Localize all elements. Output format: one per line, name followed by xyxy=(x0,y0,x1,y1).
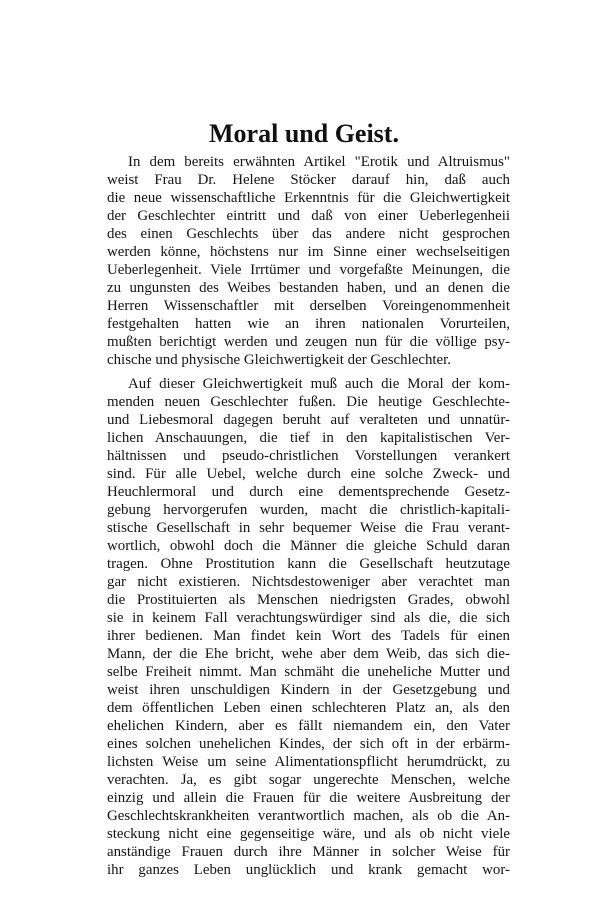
text-line: und Liebesmoral dagegen beruht auf veralteten und unnatür- xyxy=(107,412,510,428)
chapter-title: Moral und Geist. xyxy=(209,119,399,148)
text-line: ehelichen Kindern, aber es fällt niemandem ein, den Vater xyxy=(107,718,510,734)
text-line: selbe Freiheit nimmt. Man schmäht die uneheliche Mutter und xyxy=(107,664,510,680)
text-line: die neue wissenschaftliche Erkenntnis für die Gleichwertigkeit xyxy=(107,190,510,206)
text-line: Heuchlermoral und durch eine dementsprechende Gesetz- xyxy=(107,484,510,500)
text-line: Ueberlegenheit. Viele Irrtümer und vorgefaßte Meinungen, die xyxy=(107,262,510,278)
text-line: wortlich, obwohl doch die Männer die gleiche Schuld daran xyxy=(107,538,510,554)
text-line: Herren Wissenschaftler mit derselben Voreingenommenheit xyxy=(107,298,510,314)
text-line: der Geschlechter eintritt und daß von einer Ueberlegenheii xyxy=(107,208,510,224)
text-line: chische und physische Gleichwertigkeit der Geschlechter. xyxy=(107,352,452,368)
text-line: menden neuen Geschlechter fußen. Die heutige Geschlechte- xyxy=(107,394,510,410)
text-line: des einen Geschlechts über das andere nicht gesprochen xyxy=(107,226,510,242)
text-line: hältnissen und pseudo-christlichen Vorstellungen verankert xyxy=(107,448,510,464)
text-line: In dem bereits erwähnten Artikel "Erotik und Altruismus" xyxy=(128,154,510,170)
text-line: steckung nicht eine gegenseitige wäre, und als ob nicht viele xyxy=(107,826,510,842)
text-line: stische Gesellschaft in sehr bequemer Weise die Frau verant- xyxy=(107,520,510,536)
text-line: eines solchen unehelichen Kindes, der sich oft in der erbärm- xyxy=(107,736,510,752)
text-line: einzig und allein die Frauen für die weitere Ausbreitung der xyxy=(107,790,510,806)
text-line: weist ihren unschuldigen Kindern in der Gesetzgebung und xyxy=(107,682,510,698)
text-line: zu ungunsten des Weibes bestanden haben, und an denen die xyxy=(107,280,510,296)
text-line: gar nicht existieren. Nichtsdestoweniger aber verachtet man xyxy=(107,574,510,590)
text-line: lichsten Weise um seine Alimentationspflicht herumdrückt, zu xyxy=(107,754,510,770)
text-line: sie in keinem Fall verachtungswürdiger sind als die, die sich xyxy=(107,610,510,626)
text-line: tragen. Ohne Prostitution kann die Gesellschaft heutzutage xyxy=(107,556,510,572)
text-line: gebung hervorgerufen wurden, macht die christlich-kapitali- xyxy=(107,502,510,518)
text-line: die Prostituierten als Menschen niedrigsten Grades, obwohl xyxy=(107,592,510,608)
text-line: ihr ganzes Leben unglücklich und krank gemacht wor- xyxy=(107,862,510,878)
text-line: werden könne, höchstens nur im Sinne einer wechselseitigen xyxy=(107,244,510,260)
text-line: sind. Für alle Uebel, welche durch eine solche Zweck- und xyxy=(107,466,510,482)
text-line: ihrer bedienen. Man findet kein Wort des Tadels für einen xyxy=(107,628,510,644)
text-line: weist Frau Dr. Helene Stöcker darauf hin, daß auch xyxy=(107,172,510,188)
text-line: anständige Frauen durch ihre Männer in solcher Weise für xyxy=(107,844,510,860)
text-line: Mann, der die Ehe bricht, wehe aber dem Weib, das sich die- xyxy=(107,646,510,662)
text-line: lichen Anschauungen, die tief in den kapitalistischen Ver- xyxy=(107,430,510,446)
text-line: Geschlechtskrankheiten verantwortlich machen, als ob die An- xyxy=(107,808,510,824)
text-line: dem öffentlichen Leben einen schlechteren Platz an, als den xyxy=(107,700,510,716)
text-line: verachten. Ja, es gibt sogar ungerechte Menschen, welche xyxy=(107,772,510,788)
text-line: festgehalten hatten wie an ihren nationalen Vorurteilen, xyxy=(107,316,510,332)
text-line: mußten berichtigt werden und zeugen nun für die völlige psy- xyxy=(107,334,510,350)
text-line: Auf dieser Gleichwertigkeit muß auch die Moral der kom- xyxy=(128,376,510,392)
